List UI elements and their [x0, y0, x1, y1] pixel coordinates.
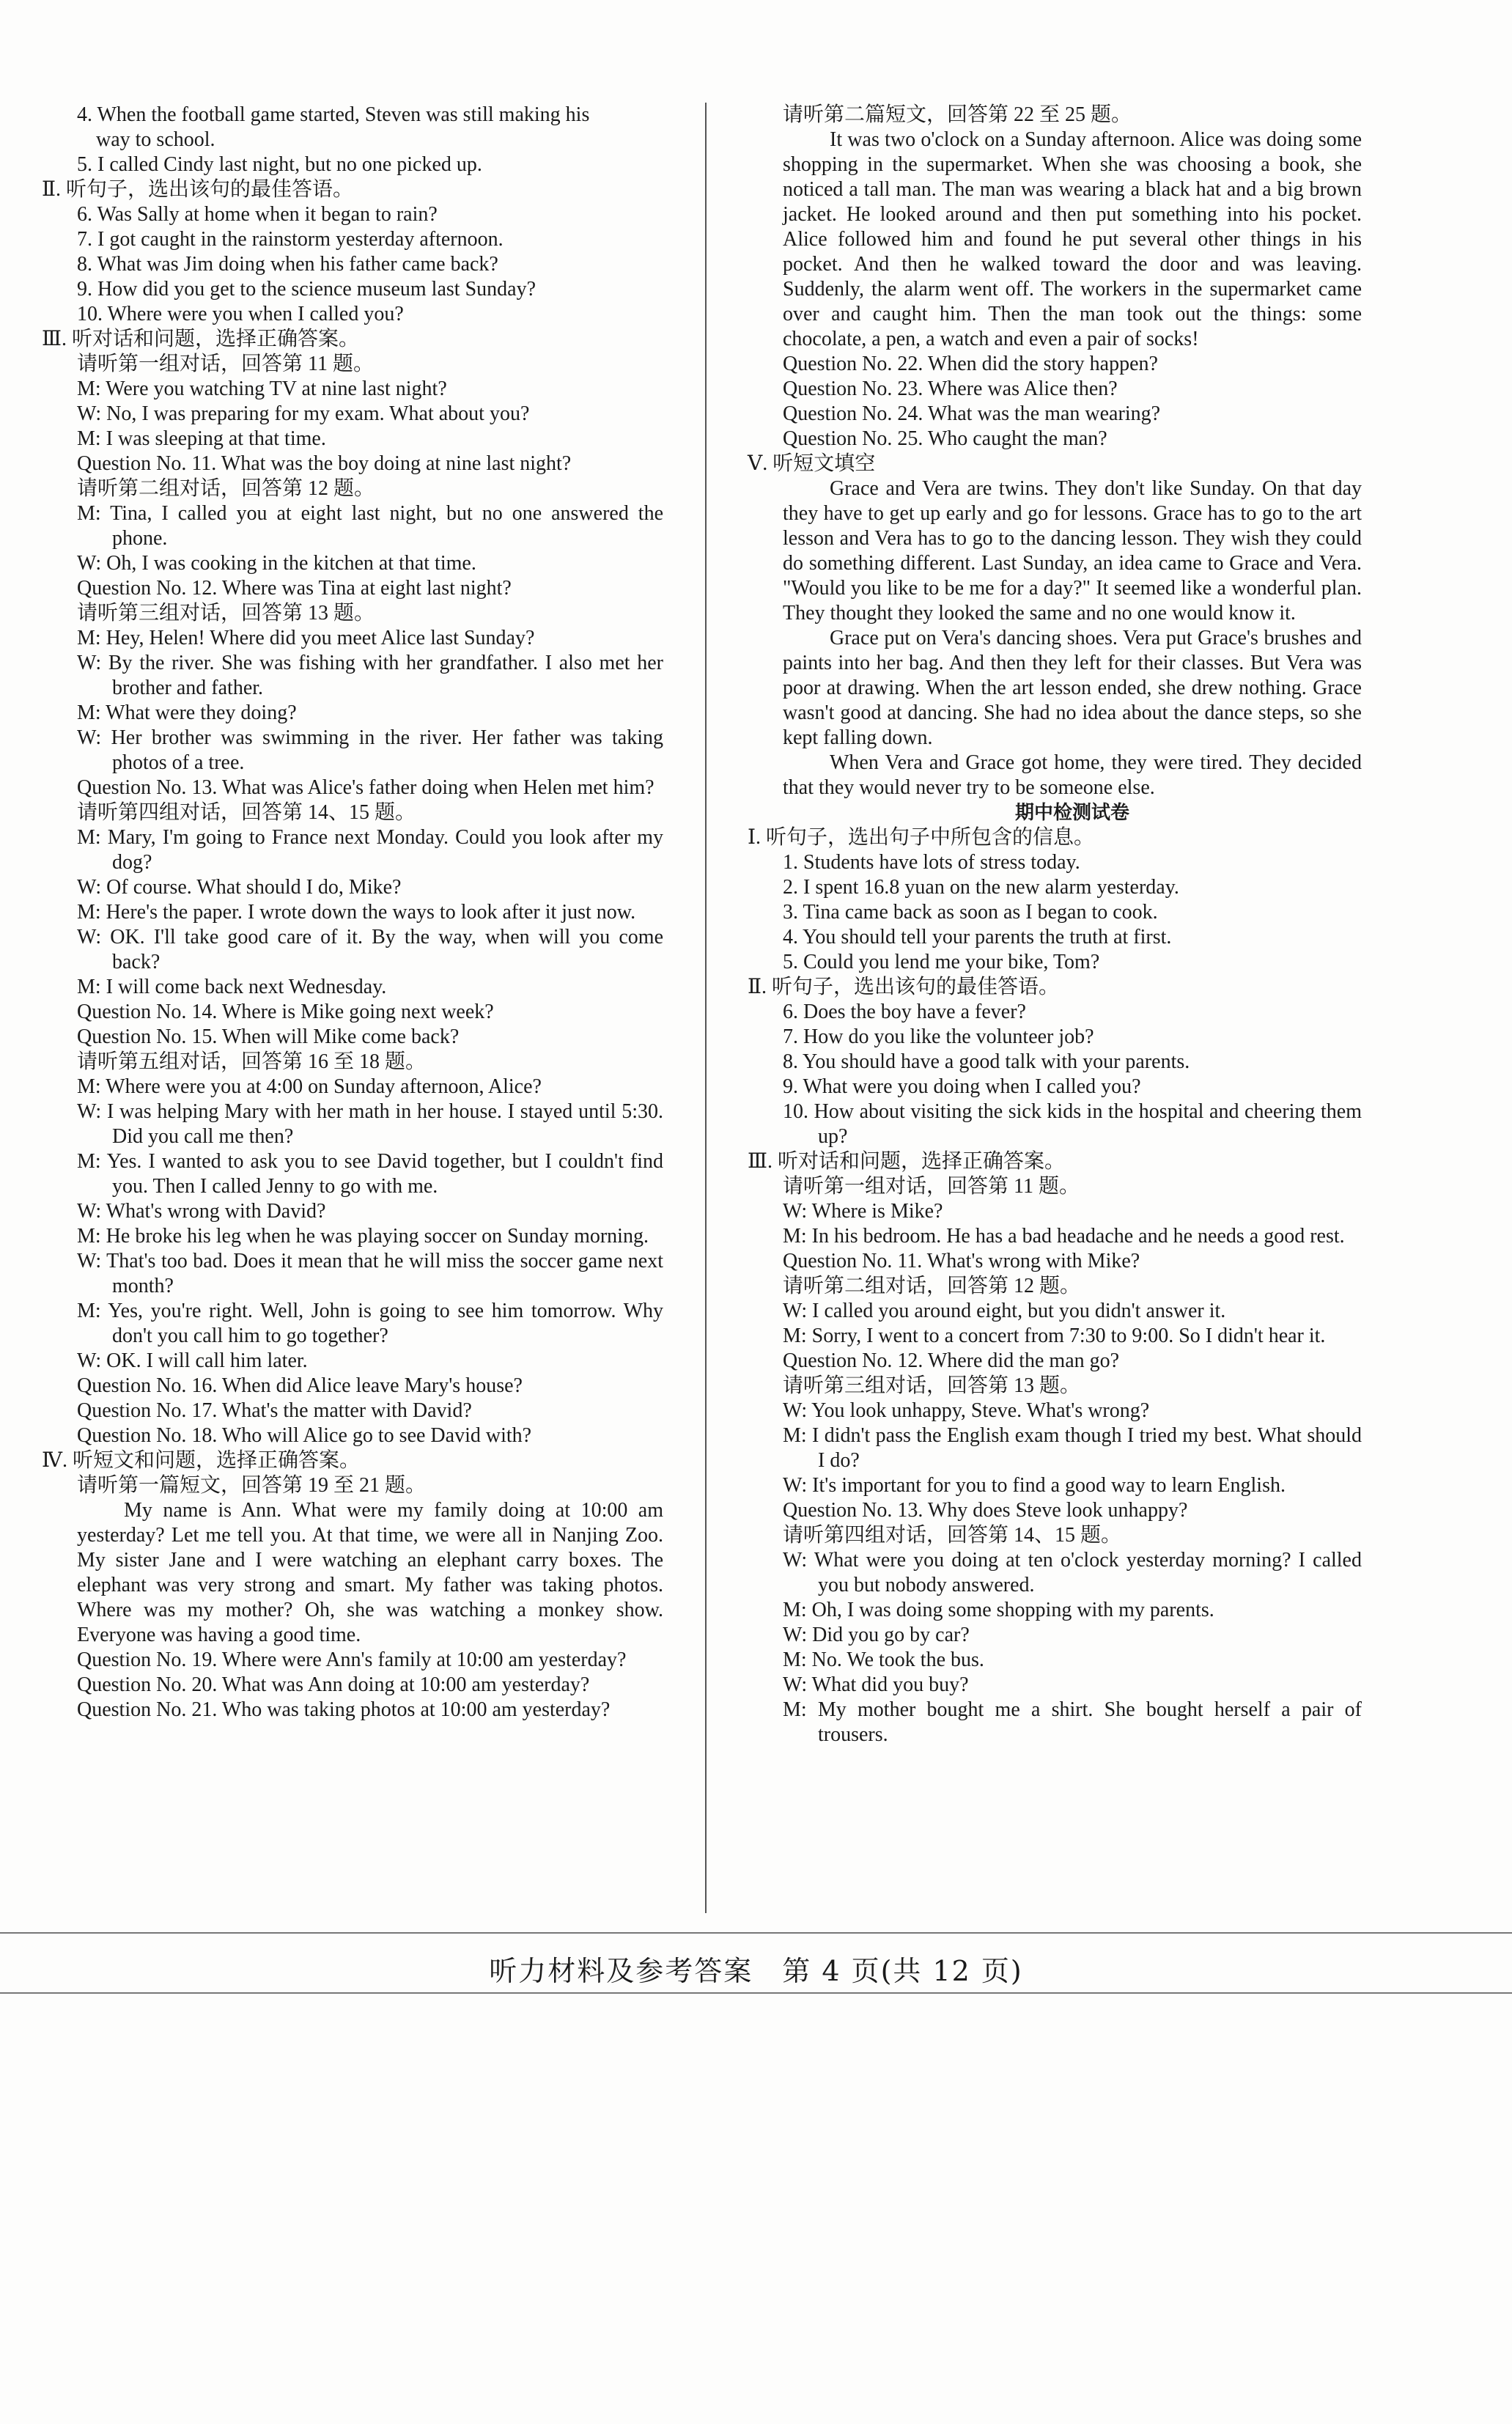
left-line-37: W: What's wrong with David?: [77, 1200, 326, 1223]
right-line-6: Ⅴ. 听短文填空: [748, 452, 876, 475]
right-line-14: 3. Tina came back as soon as I began to cook.: [783, 901, 1158, 924]
left-line-19: 请听第三组对话，回答第 13 题。: [77, 602, 375, 625]
right-line-20: 8. You should have a good talk with your parents.: [783, 1050, 1190, 1073]
right-line-35: W: It's important for you to find a good way to learn English.: [783, 1474, 1286, 1497]
right-line-40: W: Did you go by car?: [783, 1624, 970, 1646]
right-line-39: M: Oh, I was doing some shopping with my parents.: [783, 1599, 1214, 1621]
left-line-25: 请听第四组对话，回答第 14、15 题。: [77, 801, 416, 824]
right-line-12: 1. Students have lots of stress today.: [783, 851, 1080, 874]
right-line-30: M: Sorry, I went to a concert from 7:30 to 9:00. So I didn't hear it.: [783, 1325, 1326, 1347]
left-line-33: 请听第五组对话，回答第 16 至 18 题。: [77, 1050, 427, 1073]
left-line-27: W: Of course. What should I do, Mike?: [77, 876, 402, 899]
left-line-49: Question No. 20. What was Ann doing at 10:00 am yesterday?: [77, 1673, 590, 1696]
left-line-0: 4. When the football game started, Steven was still making his: [77, 103, 590, 126]
right-line-5: Question No. 25. Who caught the man?: [783, 427, 1107, 450]
column-divider: [705, 103, 707, 1913]
footer-rule-bottom: [0, 1992, 1512, 1994]
left-line-50: Question No. 21. Who was taking photos at 10:00 am yesterday?: [77, 1698, 611, 1721]
right-line-28: 请听第二组对话，回答第 12 题。: [783, 1275, 1081, 1297]
left-line-7: 9. How did you get to the science museum last Sunday?: [77, 278, 536, 301]
right-line-0: 请听第二篇短文，回答第 22 至 25 题。: [783, 103, 1132, 126]
left-line-10: 请听第一组对话，回答第 11 题。: [77, 353, 374, 375]
right-line-22: 10. How about visiting the sick kids in the hospital and cheering them up?: [783, 1100, 1367, 1148]
right-line-17: Ⅱ. 听句子，选出该句的最佳答语。: [748, 976, 1060, 998]
left-line-5: 7. I got caught in the rainstorm yesterday afternoon.: [77, 228, 504, 251]
right-line-23: Ⅲ. 听对话和问题，选择正确答案。: [748, 1150, 1066, 1173]
left-line-4: 6. Was Sally at home when it began to rain?: [77, 203, 438, 226]
right-line-16: 5. Could you lend me your bike, Tom?: [783, 951, 1100, 973]
left-line-43: Question No. 17. What's the matter with David?: [77, 1399, 472, 1422]
left-line-31: Question No. 14. Where is Mike going next week?: [77, 1001, 494, 1023]
right-line-25: W: Where is Mike?: [783, 1200, 943, 1223]
left-line-9: Ⅲ. 听对话和问题，选择正确答案。: [42, 328, 360, 350]
left-line-36: M: Yes. I wanted to ask you to see David together, but I couldn't find you. Then I called Jenny to go with me.: [77, 1150, 668, 1198]
right-line-41: M: No. We took the bus.: [783, 1648, 984, 1671]
right-line-7: Grace and Vera are twins. They don't like Sunday. On that day they have to get up early and go for lessons. Grace has to go to the art lesson and Vera has to go to the dancing lesson. They wish they could do something different. Last Sunday, an idea came to Grace and Vera. "Would you like to be me for a day?" It seemed like a wonderful plan. They thought they looked the same and no one would know it.: [783, 477, 1367, 625]
right-line-34: M: I didn't pass the English exam though I tried my best. What should I do?: [783, 1424, 1367, 1472]
right-line-10: 期中检测试卷: [1014, 802, 1129, 824]
right-line-1: It was two o'clock on a Sunday afternoon. Alice was doing some shopping in the supermarket. When she was choosing a book, she noticed a tall man. The man was wearing a black hat and a big brown jacket. He looked around and then put something into his pocket. Alice followed him and found he put several other things in his pocket. And then he walked toward the door and was leaving. Suddenly, the alarm went off. The workers in the supermarket came over and caught him. Then the man took out the things: some chocolate, a pen, a watch and even a pair of socks!: [783, 128, 1367, 350]
right-column: [748, 103, 1367, 1747]
right-line-26: M: In his bedroom. He has a bad headache and he needs a good rest.: [783, 1225, 1345, 1248]
left-line-40: M: Yes, you're right. Well, John is going to see him tomorrow. Why don't you call him to go together?: [77, 1300, 668, 1347]
left-line-45: Ⅳ. 听短文和问题，选择正确答案。: [42, 1449, 360, 1472]
left-line-34: M: Where were you at 4:00 on Sunday afternoon, Alice?: [77, 1075, 542, 1098]
left-line-17: W: Oh, I was cooking in the kitchen at that time.: [77, 552, 476, 575]
right-line-3: Question No. 23. Where was Alice then?: [783, 377, 1118, 400]
right-line-18: 6. Does the boy have a fever?: [783, 1001, 1026, 1023]
left-line-21: W: By the river. She was fishing with her grandfather. I also met her brother and father.: [77, 652, 668, 699]
right-line-8: Grace put on Vera's dancing shoes. Vera put Grace's brushes and paints into her bag. And then they left for their classes. But Vera was poor at drawing. When the art lesson ended, she drew nothing. Grace wasn't good at dancing. She had no idea about the dance steps, so she kept falling down.: [783, 627, 1367, 749]
right-line-9: When Vera and Grace got home, they were tired. They decided that they would never try to be someone else.: [783, 751, 1367, 799]
left-line-48: Question No. 19. Where were Ann's family at 10:00 am yesterday?: [77, 1648, 627, 1671]
right-line-11: Ⅰ. 听句子，选出句子中所包含的信息。: [748, 826, 1095, 849]
left-line-39: W: That's too bad. Does it mean that he will miss the soccer game next month?: [77, 1250, 668, 1297]
left-line-12: W: No, I was preparing for my exam. What about you?: [77, 402, 530, 425]
footer-rule-top: [0, 1932, 1512, 1934]
left-line-18: Question No. 12. Where was Tina at eight last night?: [77, 577, 512, 600]
left-line-47: My name is Ann. What were my family doing at 10:00 am yesterday? Let me tell you. At that time, we were all in Nanjing Zoo. My sister Jane and I were watching an elephant carry boxes. The elephant was very strong and smart. My father was taking photos. Where was my mother? Oh, she was watching a monkey show. Everyone was having a good time.: [77, 1499, 668, 1646]
right-line-33: W: You look unhappy, Steve. What's wrong?: [783, 1399, 1150, 1422]
right-line-38: W: What were you doing at ten o'clock yesterday morning? I called you but nobody answered.: [783, 1549, 1367, 1596]
left-line-13: M: I was sleeping at that time.: [77, 427, 326, 450]
left-line-16: M: Tina, I called you at eight last night, but no one answered the phone.: [77, 502, 668, 550]
right-line-27: Question No. 11. What's wrong with Mike?: [783, 1250, 1140, 1272]
left-column: [42, 103, 668, 1723]
right-line-21: 9. What were you doing when I called you?: [783, 1075, 1141, 1098]
left-line-35: W: I was helping Mary with her math in her house. I stayed until 5:30. Did you call me then?: [77, 1100, 668, 1148]
left-line-29: W: OK. I'll take good care of it. By the way, when will you come back?: [77, 926, 668, 973]
right-line-43: M: My mother bought me a shirt. She bought herself a pair of trousers.: [783, 1698, 1367, 1746]
left-line-30: M: I will come back next Wednesday.: [77, 976, 387, 998]
right-line-15: 4. You should tell your parents the truth at first.: [783, 926, 1172, 948]
left-line-6: 8. What was Jim doing when his father came back?: [77, 253, 498, 276]
left-line-3: Ⅱ. 听句子，选出该句的最佳答语。: [42, 178, 354, 201]
right-line-24: 请听第一组对话，回答第 11 题。: [783, 1175, 1080, 1198]
right-line-4: Question No. 24. What was the man wearing?: [783, 402, 1161, 425]
left-line-38: M: He broke his leg when he was playing soccer on Sunday morning.: [77, 1225, 649, 1248]
right-line-36: Question No. 13. Why does Steve look unhappy?: [783, 1499, 1188, 1522]
left-line-46: 请听第一篇短文，回答第 19 至 21 题。: [77, 1474, 427, 1497]
left-line-20: M: Hey, Helen! Where did you meet Alice last Sunday?: [77, 627, 535, 649]
left-line-23: W: Her brother was swimming in the river. Her father was taking photos of a tree.: [77, 726, 668, 774]
left-line-26: M: Mary, I'm going to France next Monday. Could you look after my dog?: [77, 826, 668, 874]
right-line-19: 7. How do you like the volunteer job?: [783, 1025, 1094, 1048]
right-line-37: 请听第四组对话，回答第 14、15 题。: [783, 1524, 1122, 1547]
right-line-29: W: I called you around eight, but you didn't answer it.: [783, 1300, 1226, 1322]
page-footer: 听力材料及参考答案 第 4 页(共 12 页): [489, 1955, 1023, 1987]
right-line-2: Question No. 22. When did the story happen?: [783, 353, 1158, 375]
left-line-14: Question No. 11. What was the boy doing at nine last night?: [77, 452, 572, 475]
right-line-32: 请听第三组对话，回答第 13 题。: [783, 1374, 1081, 1397]
left-line-32: Question No. 15. When will Mike come back?: [77, 1025, 460, 1048]
left-line-24: Question No. 13. What was Alice's father doing when Helen met him?: [77, 776, 654, 799]
right-line-31: Question No. 12. Where did the man go?: [783, 1349, 1120, 1372]
right-line-42: W: What did you buy?: [783, 1673, 969, 1696]
left-line-22: M: What were they doing?: [77, 701, 297, 724]
left-line-15: 请听第二组对话，回答第 12 题。: [77, 477, 375, 500]
left-line-28: M: Here's the paper. I wrote down the ways to look after it just now.: [77, 901, 636, 924]
left-line-44: Question No. 18. Who will Alice go to see David with?: [77, 1424, 532, 1447]
left-line-1: way to school.: [96, 128, 215, 151]
right-line-13: 2. I spent 16.8 yuan on the new alarm yesterday.: [783, 876, 1179, 899]
left-line-8: 10. Where were you when I called you?: [77, 303, 404, 325]
left-line-41: W: OK. I will call him later.: [77, 1349, 308, 1372]
left-line-11: M: Were you watching TV at nine last night?: [77, 377, 447, 400]
left-line-2: 5. I called Cindy last night, but no one picked up.: [77, 153, 482, 176]
left-line-42: Question No. 16. When did Alice leave Mary's house?: [77, 1374, 523, 1397]
